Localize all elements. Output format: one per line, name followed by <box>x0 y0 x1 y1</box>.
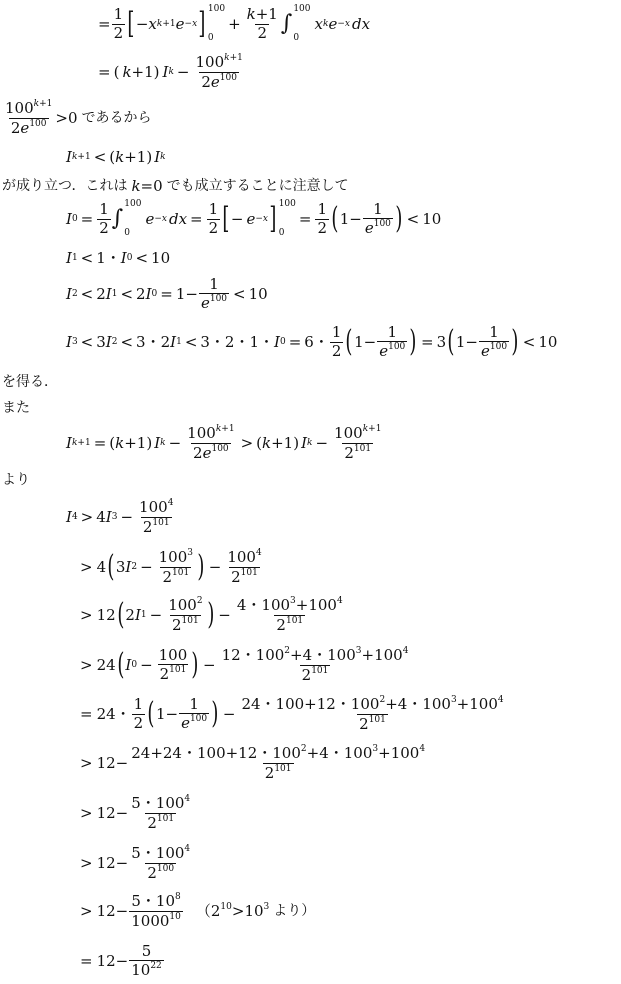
txt-also: また <box>2 400 30 416</box>
txt-obtain: を得る． <box>2 374 58 390</box>
eq-s6: > 12− $\frac{24+24・100+12・100^2+4・100^3+100^4}{2^{101}}$ <box>80 744 426 782</box>
jp-holds-suffix: でも成立することに注意して <box>166 178 349 194</box>
eq-recur: = ( k +1) I k − $\frac{100^{k+1}}{2e^{100}}$ <box>98 53 243 91</box>
eq-s3: > 12 ( 2 I 1 − $\frac{100^2}{2^{101}}$ ) − $\frac{4・100^3+100^4}{2^{101}}$ <box>80 596 343 634</box>
eq-s4: > 24 ( I 0 − $\frac{100}{2^{101}}$ ) − $\frac{12・100^2+4・100^3+100^4}{2^{101}}$ <box>80 645 409 684</box>
eq-I0: I 0 = $\frac{1}{2}$ ∫ 100 0 e − x dx = $\frac{1}{2}$ [ − e − x ] 100 0 = $\frac{1}{2}$ ( 1− $\frac{1}{e^{100}}$ ) < 10 <box>66 199 442 238</box>
eq-s1: I 4 > 4 I 3 − $\frac{100^4}{2^{101}}$ <box>66 498 174 536</box>
eq-s5: = 24・ $\frac{1}{2}$ ( 1− $\frac{1}{e^{100}}$ ) − $\frac{24・100+12・100^2+4・100^3+100^4}{2^{101}}$ <box>80 694 504 733</box>
txt-positive: $\frac{100^{k+1}}{2e^{100}}$ >0 であるから <box>5 99 152 137</box>
eq-lower: I k+1 = ( k +1) I k − $\frac{100^{k+1}}{2e^{100}}$ > ( k +1) I k − $\frac{100^{k+1}}{2^{101}}$ <box>66 424 382 462</box>
eq-I3: I 3 < 3 I 2 < 3・2 I 1 < 3・2・1・ I 0 = 6・ $\frac{1}{2}$ ( 1− $\frac{1}{e^{100}}$ ) = 3 ( 1− $\frac{1}{e^{100}}$ ) < 10 <box>66 322 558 360</box>
jp-paren-yori: より） <box>273 903 316 919</box>
eq-s8: > 12− $\frac{5・100^4}{2^{100}}$ <box>80 844 191 882</box>
eq-s7: > 12− $\frac{5・100^4}{2^{101}}$ <box>80 794 191 832</box>
eq-s10: = 12− $\frac{5}{10^{22}}$ <box>80 941 162 979</box>
eq-int-parts: = $\frac{1}{2}$ [ − x k +1 e − x ] 100 0 + $\frac{k+1}{2}$ ∫ 100 0 x k e − x dx <box>98 4 371 43</box>
eq-s2: > 4 ( 3 I 2 − $\frac{100^3}{2^{101}}$ ) − $\frac{100^4}{2^{101}}$ <box>80 548 262 586</box>
jp-holds-prefix: が成り立つ．これは <box>2 178 128 194</box>
jp-positive-suffix: であるから <box>81 110 152 126</box>
eq-I1: I 1 < 1・ I 0 < 10 <box>66 248 171 267</box>
eq-s9: > 12− $\frac{5・10^8}{1000^{10}}$ （$2^{10}>10^3$ より） <box>80 892 316 930</box>
ineq-main: I k+1 < ( k +1) I k <box>66 147 166 166</box>
txt-yori: より <box>2 472 30 488</box>
eq-I2: I 2 < 2 I 1 < 2 I 0 = 1− $\frac{1}{e^{100}}$ < 10 <box>66 274 268 312</box>
txt-holds: が成り立つ．これは k =0 でも成立することに注意して <box>2 176 349 195</box>
